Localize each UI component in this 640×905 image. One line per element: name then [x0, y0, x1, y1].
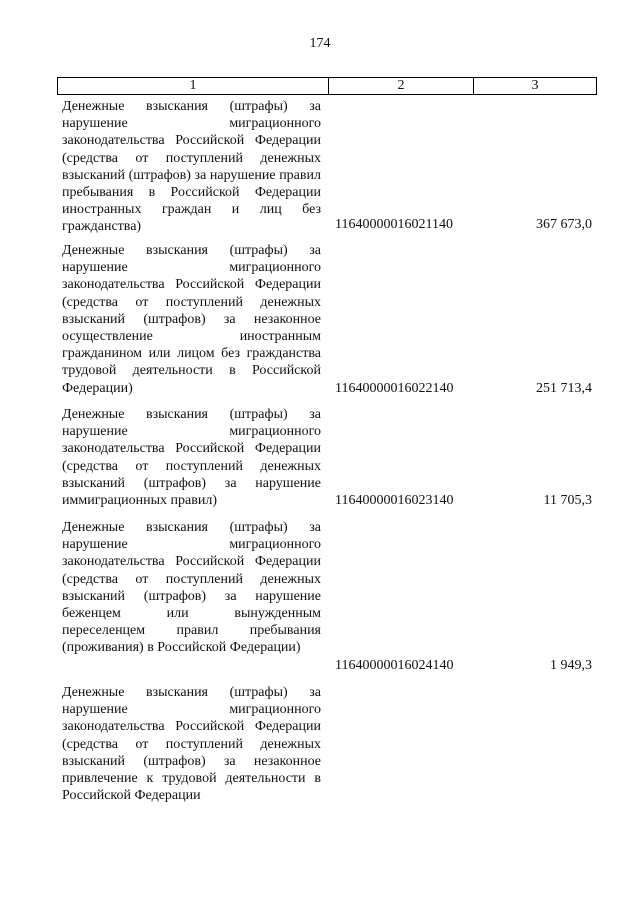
row-amount: 1 949,3 [550, 658, 592, 673]
row-amount: 11 705,3 [543, 493, 592, 508]
page-number: 174 [309, 36, 331, 51]
row-description: Денежные взыскания (штрафы) за нарушение миграционного законодательства Российской Федерации (средства от поступлений денежных взысканий (штрафов) за нарушение правил пребывания в Российской Федерации иностранных граждан и лиц без гражданства) [62, 99, 321, 235]
row-code: 11640000016023140 [335, 493, 454, 508]
column-header-3: 3 [531, 78, 539, 93]
row-amount: 251 713,4 [536, 381, 592, 396]
header-right-border [596, 77, 597, 95]
row-description: Денежные взыскания (штрафы) за нарушение миграционного законодательства Российской Федерации (средства от поступлений денежных взысканий (штрафов) за нарушение иммиграционных правил) [62, 407, 321, 509]
row-description: Денежные взыскания (штрафы) за нарушение миграционного законодательства Российской Федерации (средства от поступлений денежных взысканий (штрафов) за незаконное привлечение к трудовой деятельности в Российской Федерации [62, 685, 321, 804]
row-code: 11640000016024140 [335, 658, 454, 673]
column-header-1: 1 [189, 78, 197, 93]
row-description: Денежные взыскания (штрафы) за нарушение миграционного законодательства Российской Федерации (средства от поступлений денежных взысканий (штрафов) за незаконное осуществление иностранным гражданином или лицом без гражданства трудовой деятельности в Российской Федерации) [62, 243, 321, 396]
row-code: 11640000016022140 [335, 381, 454, 396]
row-amount: 367 673,0 [536, 217, 592, 232]
row-code: 11640000016021140 [335, 217, 453, 232]
column-header-2: 2 [397, 78, 405, 93]
row-description: Денежные взыскания (штрафы) за нарушение миграционного законодательства Российской Федерации (средства от поступлений денежных взысканий (штрафов) за нарушение беженцем или вынужденным переселенцем правил пребывания (проживания) в Российской Федерации) [62, 520, 321, 656]
